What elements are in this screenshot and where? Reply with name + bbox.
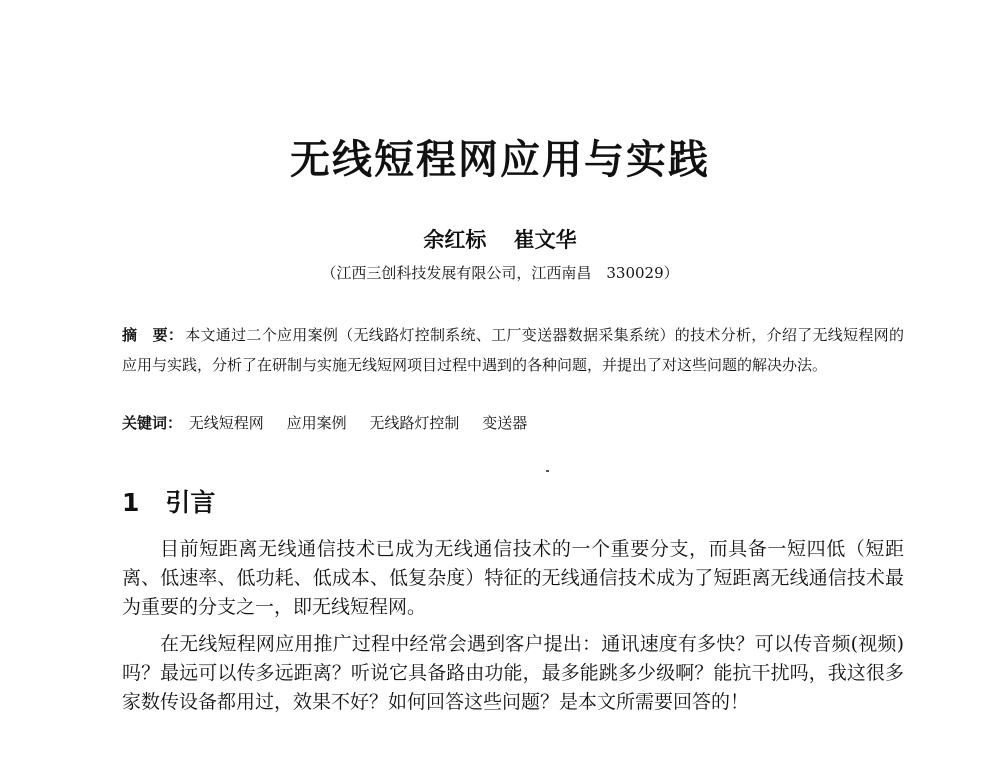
author-list bbox=[0, 224, 1000, 254]
author-name: 崔文华 bbox=[513, 227, 577, 252]
keywords bbox=[122, 412, 904, 433]
paragraph-text: 在无线短程网应用推广过程中经常会遇到客户提出：通讯速度有多快？可以传音频(视频)吗？最远可以传多远距离？听说它具备路由功能，最多能跳多少级啊？能抗干扰吗，我这很多家数传设备都用过，效果不好？如何回答这些问题？是本文所需要回答的！ bbox=[122, 633, 904, 713]
body-paragraph bbox=[122, 535, 904, 622]
section-title: 引言 bbox=[165, 488, 216, 517]
scan-speck bbox=[546, 470, 549, 472]
keyword: 变送器 bbox=[482, 414, 528, 432]
abstract-label: 摘 要： bbox=[122, 326, 184, 344]
keywords-label: 关键词： bbox=[122, 414, 183, 432]
body-paragraph bbox=[122, 630, 904, 717]
keyword: 无线路灯控制 bbox=[369, 414, 460, 432]
section-number: 1 bbox=[122, 488, 140, 517]
paper-title: 无线短程网应用与实践 bbox=[290, 137, 710, 183]
abstract bbox=[122, 320, 904, 380]
keyword: 无线短程网 bbox=[188, 414, 264, 432]
abstract-text: 本文通过二个应用案例（无线路灯控制系统、工厂变送器数据采集系统）的技术分析，介绍了无线短程网的应用与实践，分析了在研制与实施无线短网项目过程中遇到的各种问题，并提出了对这些问题的解决办法。 bbox=[122, 326, 904, 374]
keyword: 应用案例 bbox=[286, 414, 347, 432]
author-affiliation: （江西三创科技发展有限公司，江西南昌 330029） bbox=[321, 264, 679, 282]
section-heading bbox=[122, 483, 215, 519]
paragraph-text: 目前短距离无线通信技术已成为无线通信技术的一个重要分支，而具备一短四低（短距离、低速率、低功耗、低成本、低复杂度）特征的无线通信技术成为了短距离无线通信技术最为重要的分支之一，即无线短程网。 bbox=[122, 538, 904, 618]
author-name: 余红标 bbox=[423, 227, 487, 252]
